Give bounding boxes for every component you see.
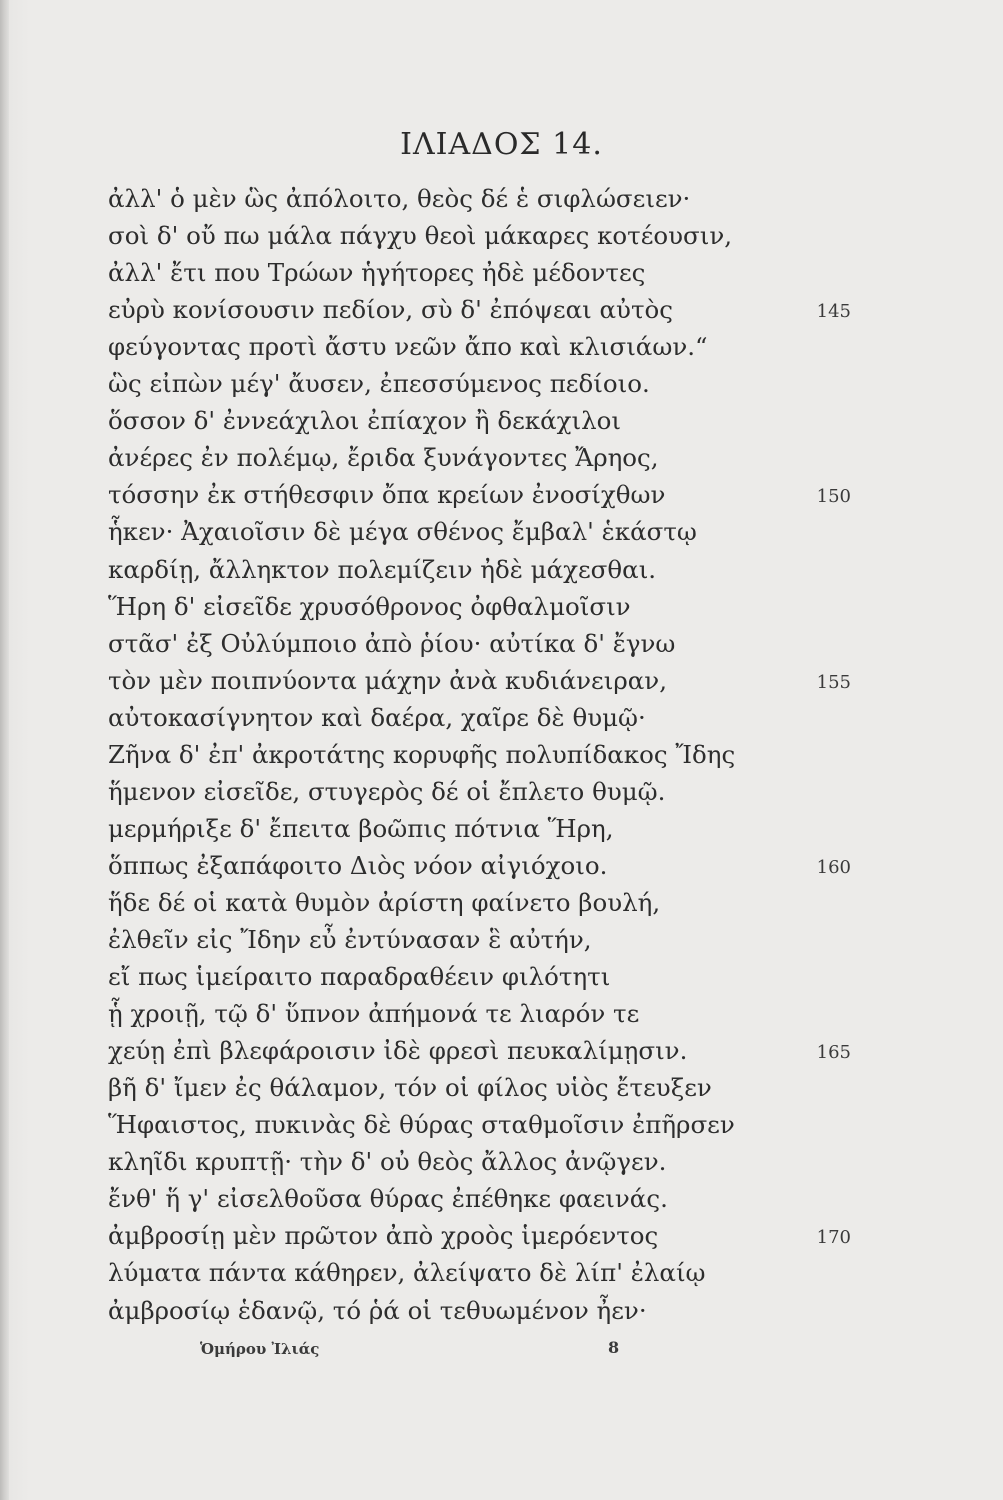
line-number: 165 xyxy=(816,1042,851,1063)
verse-line: ἀλλ' ἔτι που Τρώων ἡγήτορες ἠδὲ μέδοντες xyxy=(108,258,646,287)
verse-line: ἀμβροσίῳ ἑδανῷ, τό ῥά οἱ τεθυωμένον ἦεν· xyxy=(108,1296,647,1325)
verse-line: εὐρὺ κονίσουσιν πεδίον, σὺ δ' ἐπόψεαι αὐτὸς xyxy=(108,295,673,324)
line-number: 155 xyxy=(816,672,851,693)
verse-line: μερμήριξε δ' ἔπειτα βοῶπις πότνια Ἥρη, xyxy=(108,814,614,843)
line-number: 160 xyxy=(816,857,851,878)
verse-line: φεύγοντας προτὶ ἄστυ νεῶν ἄπο καὶ κλισιάων.“ xyxy=(108,332,708,361)
verse-line: αὐτοκασίγνητον καὶ δαέρα, χαῖρε δὲ θυμῷ· xyxy=(108,703,646,732)
verse-line: ἀμβροσίῃ μὲν πρῶτον ἀπὸ χροὸς ἱμερόεντος xyxy=(108,1221,659,1250)
verse-line: σοὶ δ' οὔ πω μάλα πάγχυ θεοὶ μάκαρες κοτέουσιν, xyxy=(108,221,733,250)
footer-signature: Ὁμήρου Ἰλιάς xyxy=(200,1340,320,1358)
verse-line: ἧκεν· Ἀχαιοῖσιν δὲ μέγα σθένος ἔμβαλ' ἑκάστῳ xyxy=(108,517,697,546)
verse-line: Ἥρη δ' εἰσεῖδε χρυσόθρονος ὀφθαλμοῖσιν xyxy=(108,592,631,621)
verse-line: ἥδε δέ οἱ κατὰ θυμὸν ἀρίστη φαίνετο βουλή, xyxy=(108,888,661,917)
line-number: 170 xyxy=(816,1227,851,1248)
verse-line: χεύῃ ἐπὶ βλεφάροισιν ἰδὲ φρεσὶ πευκαλίμῃσιν. xyxy=(108,1036,688,1065)
footer-sheet-number: 8 xyxy=(608,1338,620,1357)
verse-line: στᾶσ' ἐξ Οὐλύμποιο ἀπὸ ῥίου· αὐτίκα δ' ἔγνω xyxy=(108,629,676,658)
verse-line: Ζῆνα δ' ἐπ' ἀκροτάτης κορυφῆς πολυπίδακος Ἴδης xyxy=(108,740,736,769)
line-number: 150 xyxy=(816,486,851,507)
verse-line: ᾗ χροιῇ, τῷ δ' ὕπνον ἀπήμονά τε λιαρόν τε xyxy=(108,999,640,1028)
verse-line: ἥμενον εἰσεῖδε, στυγερὸς δέ οἱ ἔπλετο θυμῷ. xyxy=(108,777,666,806)
verse-line: λύματα πάντα κάθηρεν, ἀλείψατο δὲ λίπ' ἐλαίῳ xyxy=(108,1258,706,1287)
verse-line: ἔνθ' ἥ γ' εἰσελθοῦσα θύρας ἐπέθηκε φαεινάς. xyxy=(108,1184,668,1213)
page-spine-shadow xyxy=(0,0,9,1500)
verse-line: καρδίῃ, ἄλληκτον πολεμίζειν ἠδὲ μάχεσθαι. xyxy=(108,555,657,584)
verse-line: ὣς εἰπὼν μέγ' ἄυσεν, ἐπεσσύμενος πεδίοιο. xyxy=(108,369,650,398)
verse-line: κληῖδι κρυπτῇ· τὴν δ' οὐ θεὸς ἄλλος ἀνῷγεν. xyxy=(108,1147,667,1176)
running-head-text: ΙΛΙΑΔΟΣ 14. xyxy=(400,127,603,162)
verse-line: ὅσσον δ' ἐννεάχιλοι ἐπίαχον ἢ δεκάχιλοι xyxy=(108,406,621,435)
verse-line: ὅππως ἐξαπάφοιτο Διὸς νόον αἰγιόχοιο. xyxy=(108,851,608,880)
line-number: 145 xyxy=(816,301,851,322)
verse-line: βῆ δ' ἴμεν ἐς θάλαμον, τόν οἱ φίλος υἱὸς ἔτευξεν xyxy=(108,1073,712,1102)
verse-line: εἴ πως ἱμείραιτο παραδραθέειν φιλότητι xyxy=(108,962,611,991)
verse-line: τόσσην ἐκ στήθεσφιν ὄπα κρείων ἐνοσίχθων xyxy=(108,480,666,509)
verse-line: ἀνέρες ἐν πολέμῳ, ἔριδα ξυνάγοντες Ἄρηος, xyxy=(108,443,659,472)
verse-line: Ἥφαιστος, πυκινὰς δὲ θύρας σταθμοῖσιν ἐπῆρσεν xyxy=(108,1110,735,1139)
verse-line: ἐλθεῖν εἰς Ἴδην εὖ ἐντύνασαν ἓ αὐτήν, xyxy=(108,925,592,954)
running-head xyxy=(0,127,1003,162)
verse-line: ἀλλ' ὁ μὲν ὣς ἀπόλοιτο, θεὸς δέ ἑ σιφλώσειεν· xyxy=(108,184,691,213)
verse-line: τὸν μὲν ποιπνύοντα μάχην ἀνὰ κυδιάνειραν, xyxy=(108,666,667,695)
